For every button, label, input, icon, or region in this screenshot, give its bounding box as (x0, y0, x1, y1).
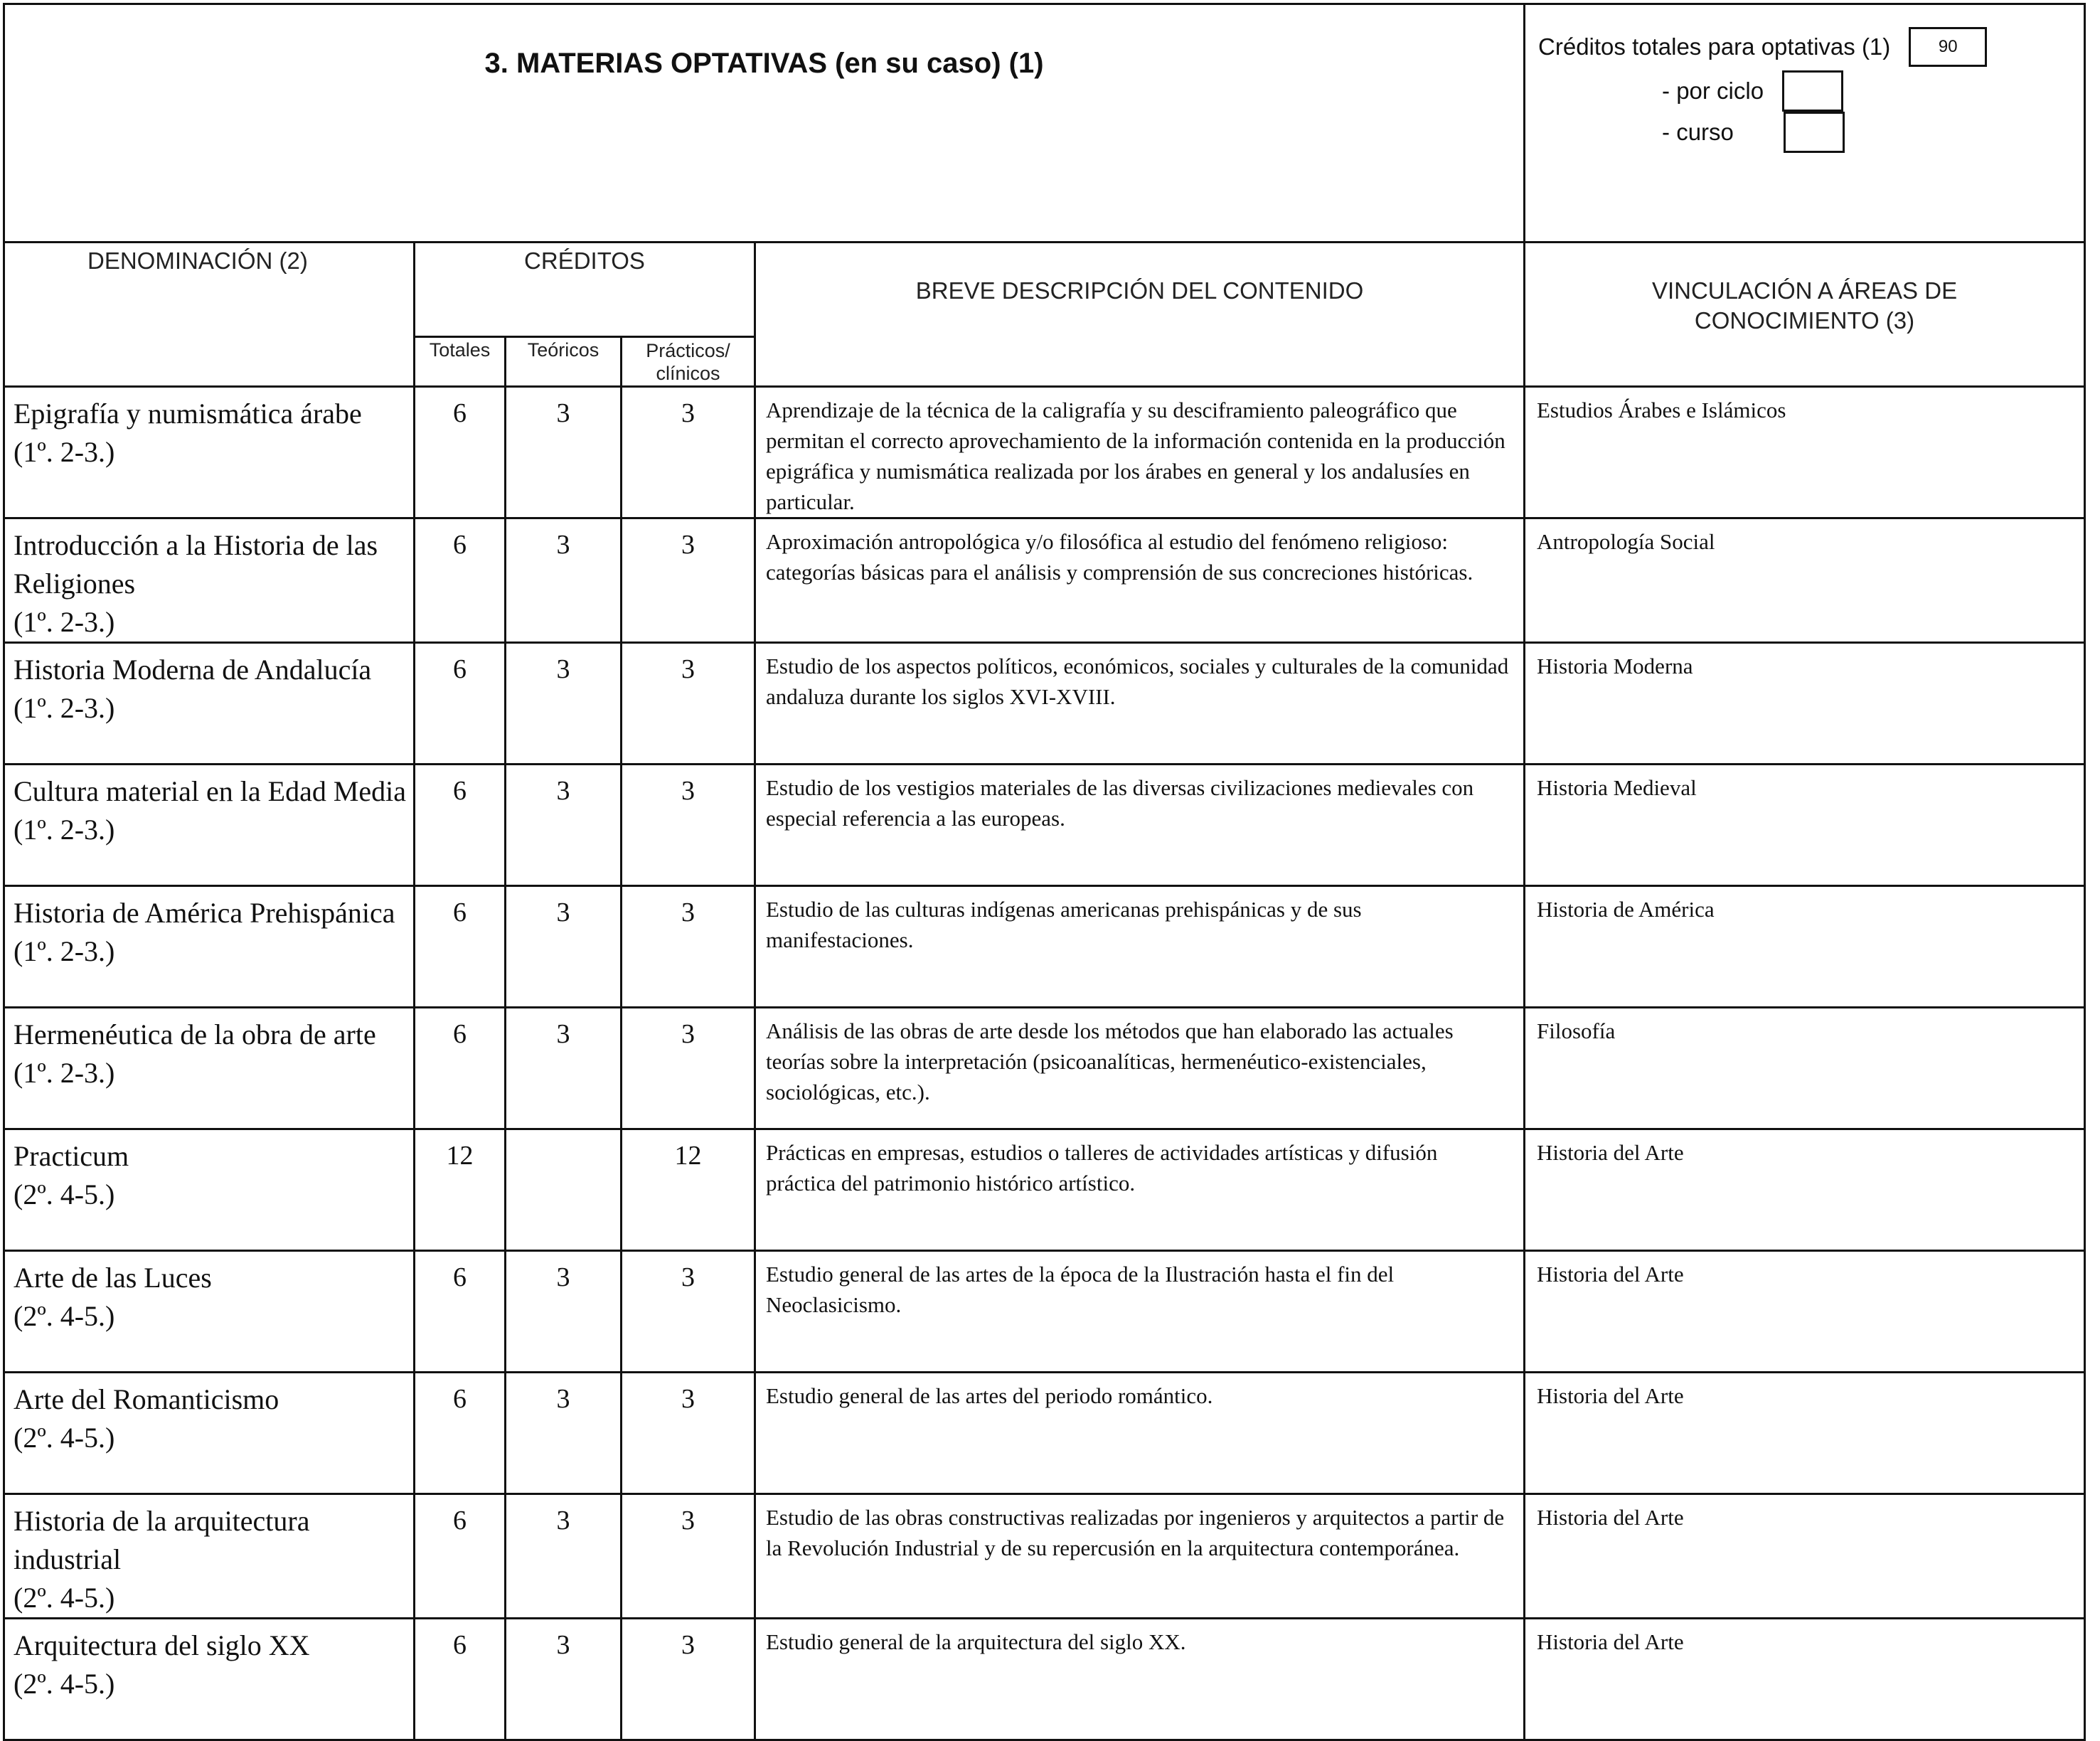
knowledge-area: Historia Moderna (1525, 643, 2085, 765)
subject-name-cell (4, 886, 415, 1008)
subject-level: (1º. 2-3.) (14, 935, 115, 967)
table-row (4, 1129, 2085, 1251)
credits-totals: 6 (415, 886, 506, 1008)
subject-name-cell (4, 387, 415, 518)
credits-practice: 3 (622, 387, 755, 518)
credits-practice: 3 (622, 518, 755, 643)
table-row (4, 1373, 2085, 1494)
knowledge-area: Historia del Arte (1525, 1373, 2085, 1494)
credits-totals: 6 (415, 1494, 506, 1619)
knowledge-area: Historia del Arte (1525, 1494, 2085, 1619)
credits-totals: 6 (415, 1619, 506, 1740)
subject-name: Practicum (14, 1140, 129, 1172)
credits-totals: 6 (415, 1008, 506, 1129)
table-row (4, 765, 2085, 886)
total-credits-label: Créditos totales para optativas (1) (1538, 33, 1891, 60)
subject-description: Estudio general de la arquitectura del siglo XX. (755, 1619, 1525, 1740)
subject-name: Arquitectura del siglo XX (14, 1629, 310, 1661)
knowledge-area: Historia de América (1525, 886, 2085, 1008)
credits-practice: 3 (622, 643, 755, 765)
subject-level: (1º. 2-3.) (14, 814, 115, 846)
header-theory: Teóricos (506, 337, 622, 387)
subject-level: (1º. 2-3.) (14, 1057, 115, 1089)
subject-name-cell (4, 518, 415, 643)
knowledge-area: Filosofía (1525, 1008, 2085, 1129)
per-course-box (1784, 112, 1845, 153)
credits-practice: 3 (622, 1494, 755, 1619)
table-row (4, 1008, 2085, 1129)
total-credits-value: 90 (1909, 27, 1987, 67)
knowledge-area: Historia del Arte (1525, 1129, 2085, 1251)
credits-practice: 3 (622, 1251, 755, 1373)
header-credits: CRÉDITOS (415, 243, 755, 337)
credits-theory: 3 (506, 886, 622, 1008)
subject-name-cell (4, 1129, 415, 1251)
credits-practice: 12 (622, 1129, 755, 1251)
subject-name: Arte de las Luces (14, 1262, 212, 1294)
subject-description: Aprendizaje de la técnica de la caligrafía y su desciframiento paleográfico que permitan el correcto aprovechamiento de la información contenida en la producción epigráfica y numismática realizada por los árabes en general y los andalusíes en particular. (755, 387, 1525, 518)
subject-description: Estudio general de las artes de la época de la Ilustración hasta el fin del Neoclasicismo. (755, 1251, 1525, 1373)
subject-description: Estudio de los vestigios materiales de las diversas civilizaciones medievales con especial referencia a las europeas. (755, 765, 1525, 886)
subjects-table (3, 3, 2086, 388)
credits-summary (1525, 4, 2085, 243)
subject-name: Historia de la arquitectura industrial (14, 1505, 310, 1575)
credits-practice: 3 (622, 1373, 755, 1494)
credits-totals: 6 (415, 1251, 506, 1373)
subject-name: Arte del Romanticismo (14, 1383, 279, 1415)
section-title: 3. MATERIAS OPTATIVAS (en su caso) (1) (4, 4, 1525, 243)
subject-name-cell (4, 765, 415, 886)
subject-name: Introducción a la Historia de las Religiones (14, 529, 378, 600)
table-row (4, 518, 2085, 643)
subject-description: Estudio de los aspectos políticos, económicos, sociales y culturales de la comunidad andaluza durante los siglos XVI-XVIII. (755, 643, 1525, 765)
table-row (4, 643, 2085, 765)
credits-theory (506, 1129, 622, 1251)
subject-level: (1º. 2-3.) (14, 436, 115, 468)
subject-name-cell (4, 1619, 415, 1740)
credits-practice: 3 (622, 765, 755, 886)
per-cycle-box (1782, 70, 1843, 112)
credits-totals: 6 (415, 1373, 506, 1494)
credits-theory: 3 (506, 1494, 622, 1619)
credits-theory: 3 (506, 518, 622, 643)
table-row (4, 1494, 2085, 1619)
credits-practice: 3 (622, 886, 755, 1008)
credits-totals: 6 (415, 387, 506, 518)
credits-totals: 6 (415, 765, 506, 886)
credits-theory: 3 (506, 387, 622, 518)
header-area: VINCULACIÓN A ÁREAS DE CONOCIMIENTO (3) (1525, 243, 2085, 387)
table-row (4, 387, 2085, 518)
header-practice: Prácticos/ clínicos (622, 337, 755, 387)
subject-description: Prácticas en empresas, estudios o talleres de actividades artísticas y difusión práctica del patrimonio histórico artístico. (755, 1129, 1525, 1251)
credits-practice: 3 (622, 1008, 755, 1129)
credits-theory: 3 (506, 1619, 622, 1740)
subject-name: Historia de América Prehispánica (14, 897, 395, 929)
subject-level: (2º. 4-5.) (14, 1300, 115, 1332)
header-description: BREVE DESCRIPCIÓN DEL CONTENIDO (755, 243, 1525, 387)
subject-level: (2º. 4-5.) (14, 1422, 115, 1454)
subject-description: Análisis de las obras de arte desde los métodos que han elaborado las actuales teorías sobre la interpretación (psicoanalíticas, hermenéutico-existenciales, sociológicas, etc.). (755, 1008, 1525, 1129)
knowledge-area: Estudios Árabes e Islámicos (1525, 387, 2085, 518)
subject-description: Estudio de las culturas indígenas americanas prehispánicas y de sus manifestaciones. (755, 886, 1525, 1008)
subject-name: Historia Moderna de Andalucía (14, 654, 372, 686)
per-course-label: - curso (1662, 119, 1734, 145)
header-totals: Totales (415, 337, 506, 387)
table-row (4, 1619, 2085, 1740)
subject-name: Hermenéutica de la obra de arte (14, 1018, 376, 1050)
subject-description: Aproximación antropológica y/o filosófica al estudio del fenómeno religioso: categorías básicas para el análisis y comprensión de sus concreciones históricas. (755, 518, 1525, 643)
subject-description: Estudio general de las artes del periodo romántico. (755, 1373, 1525, 1494)
subject-name-cell (4, 1008, 415, 1129)
subject-name-cell (4, 1494, 415, 1619)
per-cycle-label: - por ciclo (1662, 78, 1764, 104)
subjects-body (3, 385, 2086, 1741)
subject-level: (2º. 4-5.) (14, 1582, 115, 1614)
credits-theory: 3 (506, 765, 622, 886)
credits-practice: 3 (622, 1619, 755, 1740)
subject-description: Estudio de las obras constructivas realizadas por ingenieros y arquitectos a partir de la Revolución Industrial y de su repercusión en la arquitectura contemporánea. (755, 1494, 1525, 1619)
table-row (4, 886, 2085, 1008)
knowledge-area: Historia del Arte (1525, 1619, 2085, 1740)
credits-theory: 3 (506, 1373, 622, 1494)
subjects-form (3, 3, 2084, 1700)
credits-totals: 6 (415, 643, 506, 765)
header-name: DENOMINACIÓN (2) (4, 243, 415, 387)
credits-totals: 12 (415, 1129, 506, 1251)
credits-theory: 3 (506, 643, 622, 765)
credits-theory: 3 (506, 1008, 622, 1129)
subject-level: (2º. 4-5.) (14, 1178, 115, 1210)
subject-name-cell (4, 1373, 415, 1494)
knowledge-area: Historia del Arte (1525, 1251, 2085, 1373)
subject-level: (1º. 2-3.) (14, 692, 115, 724)
subject-level: (1º. 2-3.) (14, 606, 115, 638)
subject-name: Epigrafía y numismática árabe (14, 398, 362, 430)
subject-level: (2º. 4-5.) (14, 1668, 115, 1700)
knowledge-area: Antropología Social (1525, 518, 2085, 643)
credits-theory: 3 (506, 1251, 622, 1373)
subject-name-cell (4, 643, 415, 765)
knowledge-area: Historia Medieval (1525, 765, 2085, 886)
credits-totals: 6 (415, 518, 506, 643)
subject-name-cell (4, 1251, 415, 1373)
subject-name: Cultura material en la Edad Media (14, 775, 407, 807)
table-row (4, 1251, 2085, 1373)
